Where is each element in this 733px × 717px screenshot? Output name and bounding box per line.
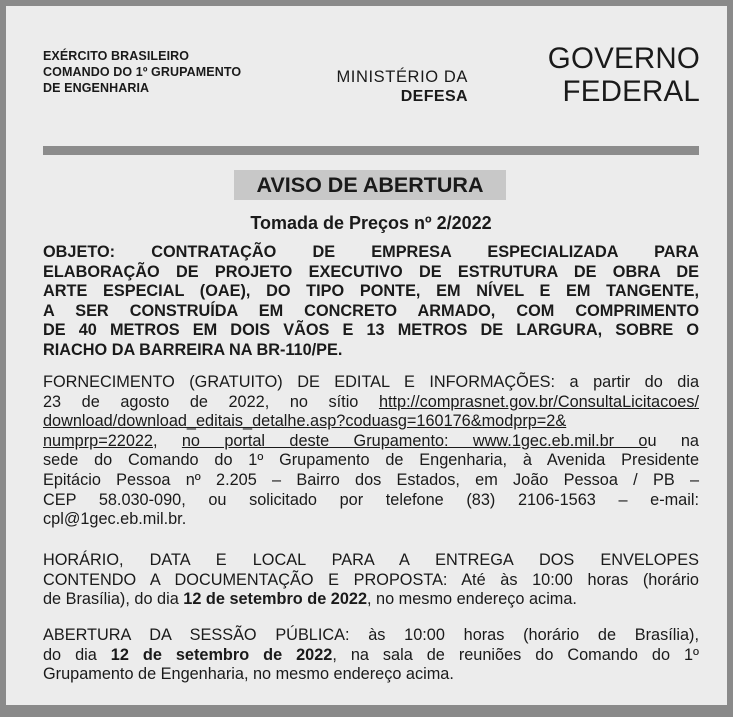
government-logo-text <box>512 42 700 108</box>
fornecimento-paragraph <box>43 373 699 530</box>
contact-email: cpl@1gec.eb.mil.br. <box>43 510 187 529</box>
objeto-line: DE 40 METROS EM DOIS VÃOS E 13 METROS DE LARGURA, SOBRE O <box>43 321 699 340</box>
header-divider <box>43 146 699 155</box>
org-line-3: DE ENGENHARIA <box>43 81 150 95</box>
abertura-line <box>43 646 699 666</box>
horario-text: de Brasília), do dia <box>43 590 184 609</box>
fornecimento-text: 23 de agosto de 2022, no sítio <box>43 392 379 411</box>
org-line-2: COMANDO DO 1º GRUPAMENTO <box>43 65 242 79</box>
notice-title: AVISO DE ABERTURA <box>234 170 506 200</box>
gov-line-1: GOVERNO <box>547 42 700 75</box>
notice-sheet <box>6 6 727 705</box>
session-date: 12 de setembro de 2022 <box>110 645 333 664</box>
objeto-paragraph <box>43 243 699 361</box>
objeto-line: A SER CONSTRUÍDA EM CONCRETO ARMADO, COM COMPRIMENTO <box>43 301 699 320</box>
abertura-line: Grupamento de Engenharia, no mesmo endereço acima. <box>43 665 454 684</box>
ministry-logo-text <box>316 67 468 107</box>
fornecimento-line: CEP 58.030-090, ou solicitado por telefone (83) 2106-1563 – e-mail: <box>43 490 699 509</box>
ministry-line-1: MINISTÉRIO DA <box>336 68 468 86</box>
fornecimento-line <box>43 393 699 413</box>
fornecimento-line <box>43 412 699 432</box>
notice-subtitle: Tomada de Preços nº 2/2022 <box>250 213 492 233</box>
comprasnet-link-cont[interactable]: download/download_editais_detalhe.asp?coduasg=160176&modprp=2& <box>43 412 567 431</box>
fornecimento-line: FORNECIMENTO (GRATUITO) DE EDITAL E INFORMAÇÕES: a partir do dia <box>43 373 699 391</box>
fornecimento-text: , <box>153 431 182 450</box>
abertura-line: ABERTURA DA SESSÃO PÚBLICA: às 10:00 horas (horário de Brasília), <box>43 626 699 644</box>
objeto-line: ARTE ESPECIAL (OAE), DO TIPO PONTE, EM NÍVEL E EM TANGENTE, <box>43 282 699 301</box>
org-line-1: EXÉRCITO BRASILEIRO <box>43 49 190 63</box>
comprasnet-link-end[interactable]: numprp=22022 <box>43 431 153 450</box>
gov-line-2: FEDERAL <box>562 75 700 108</box>
fornecimento-line: Epitácio Pessoa nº 2.205 – Bairro dos Estados, em João Pessoa / PB – <box>43 470 699 489</box>
horario-line <box>43 590 699 610</box>
delivery-date: 12 de setembro de 2022 <box>183 590 367 609</box>
abertura-text: do dia <box>43 645 111 664</box>
fornecimento-line: sede do Comando do 1º Grupamento de Engenharia, à Avenida Presidente <box>43 451 699 470</box>
abertura-paragraph <box>43 626 699 685</box>
fornecimento-line <box>43 432 699 452</box>
abertura-text: , na sala de reuniões do Comando do 1º <box>332 645 700 664</box>
horario-line: CONTENDO A DOCUMENTAÇÃO E PROPOSTA: Até às 10:00 horas (horário <box>43 570 699 589</box>
fornecimento-text: u na <box>647 431 699 450</box>
objeto-line: ELABORAÇÃO DE PROJETO EXECUTIVO DE ESTRUTURA DE OBRA DE <box>43 262 699 281</box>
horario-text: , no mesmo endereço acima. <box>367 590 577 609</box>
horario-line: HORÁRIO, DATA E LOCAL PARA A ENTREGA DOS ENVELOPES <box>43 551 699 569</box>
organization-header <box>43 48 241 96</box>
horario-paragraph <box>43 551 699 610</box>
ministry-line-2: DEFESA <box>400 88 468 105</box>
objeto-line: RIACHO DA BARREIRA NA BR-110/PE. <box>43 340 343 359</box>
portal-link[interactable]: no portal deste Grupamento: www.1gec.eb.mil.br o <box>181 431 648 450</box>
comprasnet-link[interactable]: http://comprasnet.gov.br/ConsultaLicitacoes/ <box>378 392 699 411</box>
objeto-line: OBJETO: CONTRATAÇÃO DE EMPRESA ESPECIALIZADA PARA <box>43 243 699 261</box>
